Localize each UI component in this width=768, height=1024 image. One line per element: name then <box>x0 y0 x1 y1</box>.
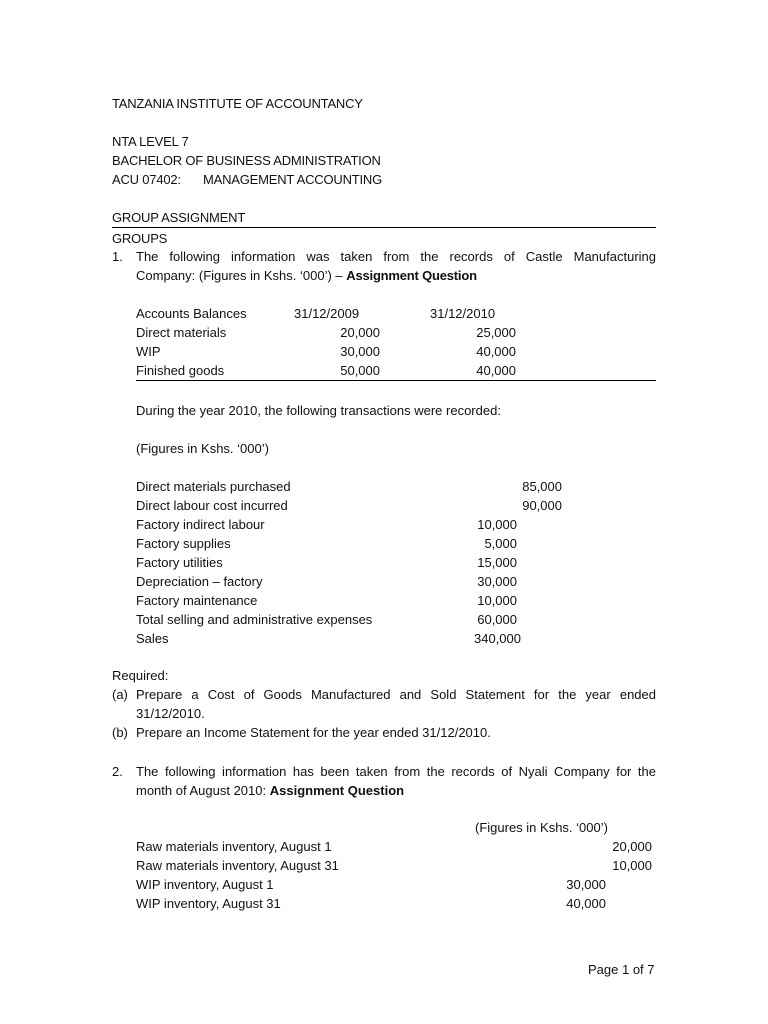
req-b-marker: (b) <box>112 725 128 740</box>
list-item-label: Depreciation – factory <box>136 574 263 589</box>
list-item-value: 15,000 <box>477 555 517 570</box>
list-item-value: 85,000 <box>522 479 562 494</box>
programme-title: BACHELOR OF BUSINESS ADMINISTRATION <box>112 153 381 168</box>
list-item-value: 5,000 <box>484 536 517 551</box>
q1-assignment-tag: Assignment Question <box>346 268 477 283</box>
list-item-label: Sales <box>136 631 169 646</box>
list-item-value: 10,000 <box>612 858 652 873</box>
table-row-2009: 50,000 <box>340 363 380 378</box>
header-divider <box>112 227 656 228</box>
list-item-label: Factory indirect labour <box>136 517 265 532</box>
table-row-2010: 25,000 <box>476 325 516 340</box>
course-name: MANAGEMENT ACCOUNTING <box>203 172 383 187</box>
list-item-label: Factory supplies <box>136 536 231 551</box>
q1-line1: The following information was taken from the records of Castle Manufacturing <box>136 249 656 264</box>
q2-line1: The following information has been taken from the records of Nyali Company for the <box>136 764 656 779</box>
list-item-value: 10,000 <box>477 517 517 532</box>
req-a-line2: 31/12/2010. <box>136 706 205 721</box>
list-item-value: 20,000 <box>612 839 652 854</box>
list-item-label: Direct labour cost incurred <box>136 498 288 513</box>
q2-line2-text: month of August 2010: <box>136 783 267 798</box>
table-row-label: Direct materials <box>136 325 227 340</box>
list-item-label: WIP inventory, August 31 <box>136 896 281 911</box>
list-item-value: 40,000 <box>566 896 606 911</box>
q2-figures-note: (Figures in Kshs. ‘000’) <box>475 820 608 835</box>
table-row-2009: 30,000 <box>340 344 380 359</box>
q2-line2 <box>136 781 404 800</box>
list-item-label: Direct materials purchased <box>136 479 291 494</box>
list-item-value: 30,000 <box>566 877 606 892</box>
balances-header-2010: 31/12/2010 <box>430 306 496 321</box>
balances-header-2009: 31/12/2009 <box>294 306 360 321</box>
list-item-label: Raw materials inventory, August 1 <box>136 839 332 854</box>
req-a-line1: Prepare a Cost of Goods Manufactured and Sold Statement for the year ended <box>136 687 656 702</box>
table-row-2010: 40,000 <box>476 363 516 378</box>
list-item-label: Raw materials inventory, August 31 <box>136 858 339 873</box>
required-heading: Required: <box>112 668 169 683</box>
list-item-label: WIP inventory, August 1 <box>136 877 274 892</box>
transactions-intro: During the year 2010, the following transactions were recorded: <box>136 403 501 418</box>
list-item-label: Factory maintenance <box>136 593 258 608</box>
balances-divider <box>136 380 656 381</box>
list-item-label: Factory utilities <box>136 555 223 570</box>
institution-title: TANZANIA INSTITUTE OF ACCOUNTANCY <box>112 96 363 111</box>
table-row-label: Finished goods <box>136 363 225 378</box>
q1-figures-note: (Figures in Kshs. ‘000’) <box>136 441 269 456</box>
list-item-value: 340,000 <box>474 631 521 646</box>
balances-header-label: Accounts Balances <box>136 306 247 321</box>
list-item-label: Total selling and administrative expenses <box>136 612 373 627</box>
assignment-title: GROUP ASSIGNMENT <box>112 210 246 225</box>
list-item-value: 10,000 <box>477 593 517 608</box>
table-row-2010: 40,000 <box>476 344 516 359</box>
list-item-value: 30,000 <box>477 574 517 589</box>
req-b-text: Prepare an Income Statement for the year ended 31/12/2010. <box>136 725 491 740</box>
nta-level: NTA LEVEL 7 <box>112 134 189 149</box>
q2-number: 2. <box>112 764 123 779</box>
groups-heading: GROUPS <box>112 231 168 246</box>
q2-assignment-tag: Assignment Question <box>269 783 405 798</box>
course-code: ACU 07402: <box>112 172 181 187</box>
list-item-value: 90,000 <box>522 498 562 513</box>
table-row-label: WIP <box>136 344 161 359</box>
q1-number: 1. <box>112 249 123 264</box>
req-a-marker: (a) <box>112 687 128 702</box>
table-row-2009: 20,000 <box>340 325 380 340</box>
list-item-value: 60,000 <box>477 612 517 627</box>
page-number: Page 1 of 7 <box>588 962 655 977</box>
q1-line2-text: Company: (Figures in Kshs. ‘000’) – <box>136 268 343 283</box>
q1-line2 <box>136 266 477 285</box>
